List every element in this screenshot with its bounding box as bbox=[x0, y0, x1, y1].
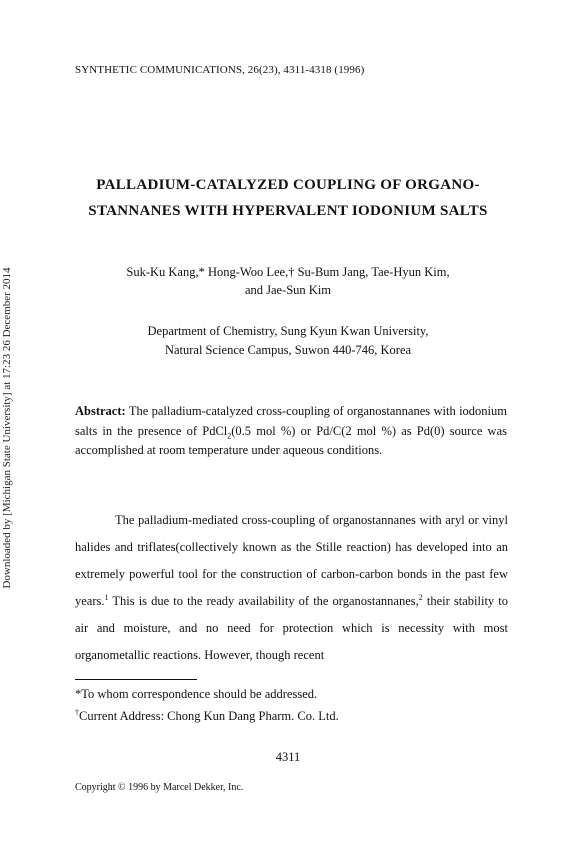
journal-header: SYNTHETIC COMMUNICATIONS, 26(23), 4311-4318 (1996) bbox=[75, 64, 365, 76]
abstract-subscript: 2 bbox=[227, 431, 232, 440]
footnote-address bbox=[75, 709, 339, 724]
affiliation bbox=[40, 322, 536, 360]
page-number: 4311 bbox=[275, 750, 301, 764]
body-text-2: This is due to the ready availability of the organostannanes, bbox=[108, 594, 419, 608]
abstract-text-2: (0.5 mol %) or Pd/C(2 mol %) as Pd(0) source was accomplished at room temperature under aqueous conditions. bbox=[75, 423, 507, 457]
affiliation-line-1: Department of Chemistry, Sung Kyun Kwan University, bbox=[147, 324, 429, 338]
copyright-notice: Copyright © 1996 by Marcel Dekker, Inc. bbox=[75, 782, 244, 793]
dagger-mark: † bbox=[75, 707, 79, 717]
body-text-1: The palladium-mediated cross-coupling of organostannanes with aryl or vinyl halides and triflates(collectively known as the Stille reaction) has developed into an extremely powerful tool for the construction of carbon-carbon bonds in the past few years. bbox=[75, 513, 508, 608]
reference-1: 1 bbox=[104, 592, 109, 602]
authors-line-2: and Jae-Sun Kim bbox=[244, 283, 332, 297]
authors-line-1: Suk-Ku Kang,* Hong-Woo Lee,† Su-Bum Jang, Tae-Hyun Kim, bbox=[126, 265, 450, 279]
reference-2: 2 bbox=[418, 592, 423, 602]
download-watermark-text: Downloaded by [Michigan State University] at 17:23 26 December 2014 bbox=[1, 267, 13, 589]
footnote-address-text: Current Address: Chong Kun Dang Pharm. Co. Ltd. bbox=[79, 709, 339, 723]
abstract-label: Abstract: bbox=[75, 404, 126, 418]
download-watermark bbox=[0, 0, 14, 864]
footnote-divider bbox=[75, 679, 197, 680]
paper-title-line-2: STANNANES WITH HYPERVALENT IODONIUM SALTS bbox=[88, 203, 488, 219]
footnote-correspondence: *To whom correspondence should be addressed. bbox=[75, 687, 318, 701]
body-text-3: their stability to air and moisture, and no need for protection which is necessity with most organometallic reactions. However, though recent bbox=[75, 594, 508, 662]
abstract bbox=[75, 402, 507, 461]
abstract-text-1: The palladium-catalyzed cross-coupling of organostannanes with iodonium salts in the presence of PdCl bbox=[75, 404, 507, 438]
paper-title-line-1: PALLADIUM-CATALYZED COUPLING OF ORGANO- bbox=[96, 177, 480, 193]
authors bbox=[40, 263, 536, 299]
affiliation-line-2: Natural Science Campus, Suwon 440-746, Korea bbox=[164, 343, 412, 357]
body-paragraph bbox=[75, 507, 508, 669]
